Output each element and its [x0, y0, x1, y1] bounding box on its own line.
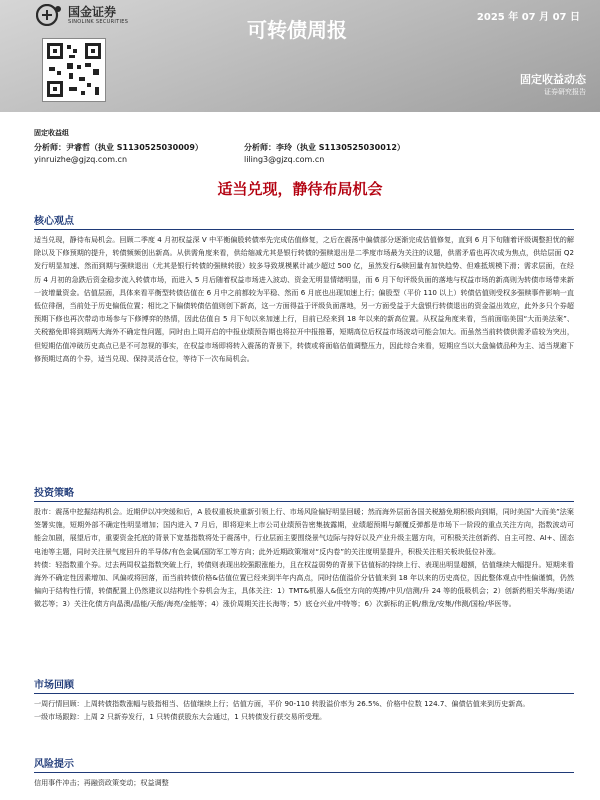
strategy-stock-text: 股市：震荡中挖掘结构机会。近期伊以冲突缓和后，A 股权重板块重新引领上行、市场风险偏好明显回暖；然而海外层面各国关税豁免期积极向到期，同时美国“大而美”法案签署实施，短期外部不确定性明显增加；国内进入 7 月后，即将迎来上市公司业绩预告密集披露期，业绩超预期与颠覆反弹都是市场下一阶段的重点关注方向，指数波动可能会加剧，展望后市，重要资金托底的背景下宽基指数将处于震荡中，行业层面主要围绕景气边际与持好以及产业升级主题方向，可积极关注创新药、自主可控、AI+、固态电池等主题，同时关注景气度回升的半导体/有色金属/国防军工等方向；此外近期政策端对“反内卷”的关注度明显提升，积极关注相关板块低位补涨。 [34, 507, 574, 556]
analyst-row [34, 142, 574, 164]
strategy-section [34, 484, 574, 611]
qr-code-icon [42, 38, 106, 102]
analyst-block [34, 128, 574, 164]
logo-name-en: SINOLINK SECURITIES [68, 18, 129, 25]
section-divider [34, 772, 574, 773]
sinolink-logo-icon [36, 4, 62, 26]
risk-text: 信用事件冲击；再融资政策变动；权益调整 [34, 778, 169, 787]
report-category: 固定收益动态 [520, 73, 586, 86]
section-divider [34, 693, 574, 694]
core-view-section [34, 212, 574, 365]
report-title: 可转债周报 [247, 18, 347, 42]
analyst-2 [244, 142, 454, 164]
report-subtitle: 适当兑现，静待布局机会 [217, 180, 383, 198]
primary-market-text: 一级市场跟踪：上周 2 只新券发行，1 只转债获股东大会通过，1 只转债发行获交易所受理。 [34, 712, 327, 722]
strategy-bond-text: 转债：轻指数重个券。过去两周权益指数突破上行，转债则表现出较强跟涨能力，且在权益弱势的背景下估值标的持续上行、表现出明显超额，估值继续大幅提升。短期来看海外不确定性因素增加、风偏或将回落，而当前转债价格&估值位置已经来到半年内高点，同时估值溢价分估值来到 18 年以来的历史高位，因此整体观点中性偏谨慎，仍然偏向于结构性行情，转债配置上仍然建议以结构性个券机会为主，具体关注：1）TMT&机器人&低空方向的英搏/中贝/信测/升 24 等的低吸机会；2）创新药相关华海/美诺/微芯等；3）关注化债方向晶澳/晶能/天能/海亮/金能等；4）涨价周期关注长海等；5）底仓兴业/中特等；6）次新标的正帆/鼎龙/安集/伟测/国检/华医等。 [34, 559, 574, 609]
report-category-sub: 证券研究报告 [544, 88, 586, 96]
analyst-1-email[interactable]: yinruizhe@gjzq.com.cn [34, 155, 128, 164]
analyst-2-email[interactable]: liling3@gjzq.com.cn [244, 155, 325, 164]
logo-name-cn: 国金证券 [68, 4, 117, 19]
report-date: 2025 年 07 月 07 日 [476, 12, 580, 23]
weekly-review-text: 一周行情回顾：上周转债指数涨幅与股指相当、估值继续上行；估值方面，平价 90-110 转股溢价率为 26.5%、价格中位数 124.7、偏债估值来到历史新高。 [34, 699, 530, 708]
core-view-title: 核心观点 [34, 216, 74, 227]
strategy-title: 投资策略 [34, 488, 74, 499]
analyst-1 [34, 142, 244, 164]
section-divider [34, 501, 574, 502]
risk-title: 风险提示 [34, 759, 74, 770]
core-view-text: 适当兑现，静待布局机会。回顾二季度 4 月初权益深 V 中平衡偏股转债率先完成估值修复，之后在震荡中偏债部分逐渐完成估值修复，直到 6 月下旬随着评级调整担忧的解除以及下修预期的提升，转债频频创出新高。从供需角度来看，供给缩减尤其是银行转债的强赎退出是二季度市场最为关注的议题，供需矛盾也再次成为焦点，供给层面 Q2 发行明显加速、然而到期与强赎退出（尤其是银行转债的强赎转股）较多导致规模累计减少超过 500 亿，虽然发行&赎回量有加快趋势、但难抵规模下滑；需求层面，在经历 4 月初的急跌后资金稳步流入转债市场，而进入 5 月后随着权益市场进入波动、资金无明显情绪明显，而 6 月下旬评级负面的落地与权益市场的新高则为转债市场带来新一波增量资金。估值层面，具体来看平衡型转债估值在 6 月中之前都较为平稳、然而 6 月底也出现加速上行；偏股型（平价 110 以上）转债估值则受权多强赎事件影响一直低位徘徊，当前处于历史偏低位置；相比之下偏债转债估值则创下新高，这一方面得益于评级负面落地，另一方面受益于大盘银行转债退出的资金溢出效应，此外多只个券超预期下修也再次带动市场参与下修博弈的热情，因此估值自 5 月下旬以来加速上行，目前已经来到 18 年以来的新高位置。从权益角度来看，当前面临美国“大而美法案”、关税豁免即将到期两大海外不确定性问题，同时由上周开启的中报业绩预告期也将拉开中报推幕，短期高位后权益市场波动可能会加大。而虽然当前转债供需矛盾较为突出，但短期估值冲破历史高点已是不可忽视的事实，在权益市场即将转入震荡的背景下，转债或将面临估值调整压力，因此综合来看，短期应当以大盘偏债品种为主、适当规避下修预期过高的个券，适当兑现、保持灵活仓位，等待下一次布局机会。 [34, 235, 574, 363]
analyst-2-name: 分析师：李玲（执业 S1130525030012） [244, 143, 405, 152]
qr-code-pattern [43, 39, 105, 101]
report-header [0, 0, 600, 112]
analyst-1-name: 分析师：尹睿哲（执业 S1130525030009） [34, 143, 203, 152]
market-review-section [34, 676, 574, 723]
risk-section [34, 755, 574, 789]
section-divider [34, 229, 574, 230]
team-name: 固定收益组 [34, 129, 69, 137]
brand-logo [36, 4, 128, 26]
market-review-title: 市场回顾 [34, 680, 74, 691]
